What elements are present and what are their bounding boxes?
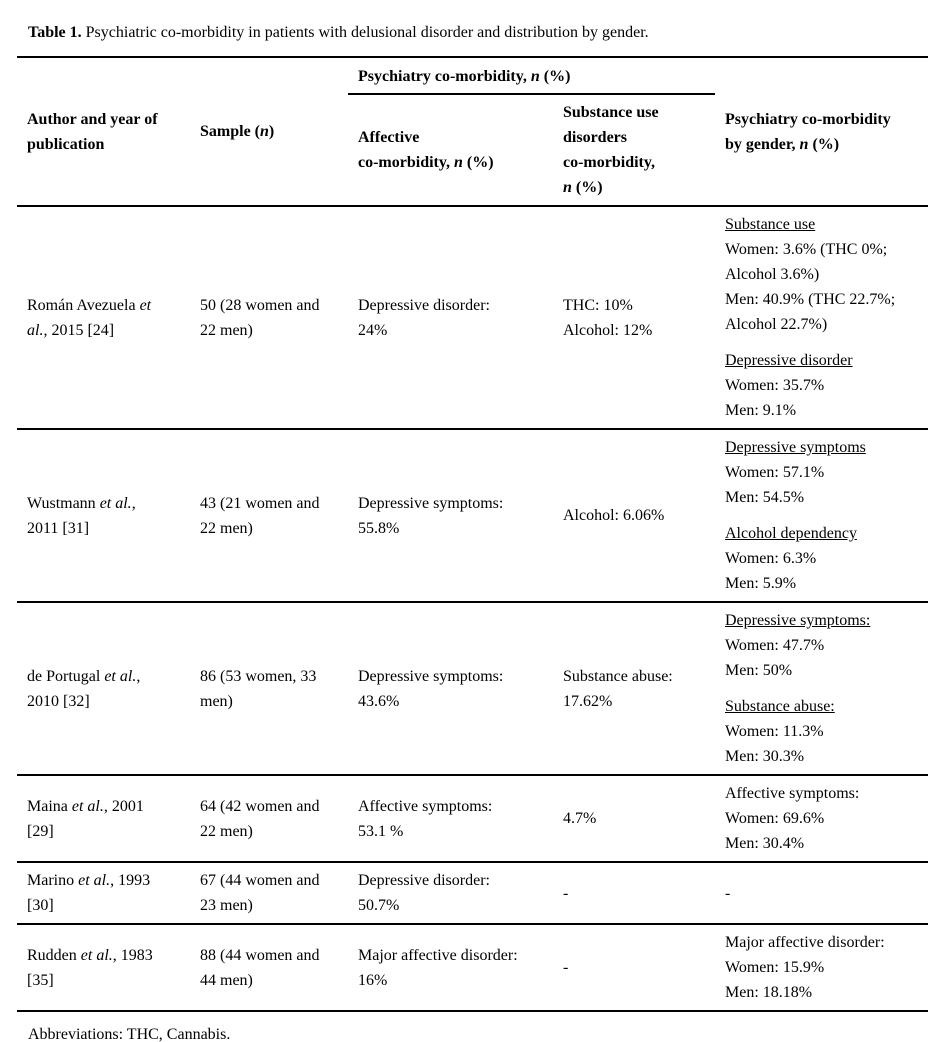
table-body [17,206,928,1011]
cell-substance: THC: 10% Alcohol: 12% [563,296,653,339]
gender-block: Substance abuse: Women: 11.3% Men: 30.3% [725,698,835,765]
table-row [17,206,928,429]
cell-author: Wustmann et al., 2011 [31] [17,429,190,602]
cell-sample: 50 (28 women and 22 men) [200,296,320,339]
cell-gender [715,602,928,775]
cell-substance: 4.7% [553,775,715,862]
cell-substance: - [553,924,715,1011]
col-header-author: Author and year of publication [17,57,190,206]
cell-sample: 86 (53 women, 33 men) [190,602,348,775]
cell-author: Maina et al., 2001 [29] [17,775,190,862]
gender-block: Depressive symptoms: Women: 47.7% Men: 50% [725,612,871,679]
table-header [17,57,928,206]
document-table [17,56,928,1012]
cell-sample: 88 (44 women and 44 men) [190,924,348,1011]
table-row [17,602,928,775]
table-row [17,775,928,862]
table-row [17,429,928,602]
gender-block: Affective symptoms: Women: 69.6% Men: 30.4% [725,785,860,852]
gender-block: - [725,884,731,902]
cell-author: de Portugal et al., 2010 [32] [17,602,190,775]
cell-affective: Affective symptoms: 53.1 % [348,775,553,862]
cell-sample: 43 (21 women and 22 men) [190,429,348,602]
cell-affective: Depressive disorder: 24% [358,296,490,339]
col-header-affective: Affective co-morbidity, n (%) [348,94,553,206]
cell-author: Marino et al., 1993 [30] [17,862,190,924]
cell-gender [715,924,928,1011]
table-caption: Table 1. Psychiatric co-morbidity in patients with delusional disorder and distribution by gender. [28,24,649,41]
cell-substance: Alcohol: 6.06% [553,429,715,602]
abbreviations-footnote: Abbreviations: THC, Cannabis. [28,1026,231,1042]
table-row [17,924,928,1011]
cell-gender [715,862,928,924]
cell-gender [715,429,928,602]
gender-block: Major affective disorder: Women: 15.9% Men: 18.18% [725,934,885,1001]
cell-author: Rudden et al., 1983 [35] [17,924,190,1011]
cell-affective: Depressive symptoms: 55.8% [348,429,553,602]
gender-block: Depressive symptoms Women: 57.1% Men: 54.5% [725,439,866,506]
cell-gender [715,775,928,862]
cell-substance: Substance abuse: 17.62% [553,602,715,775]
gender-block: Substance use Women: 3.6% (THC 0%; Alcohol 3.6%) Men: 40.9% (THC 22.7%; Alcohol 22.7%) [725,216,896,333]
cell-gender [715,206,928,429]
cell-sample: 64 (42 women and 22 men) [190,775,348,862]
gender-block: Depressive disorder Women: 35.7% Men: 9.1% [725,352,853,419]
col-header-substance: Substance use disorders co-morbidity, n (%) [553,94,715,206]
group-header-psychiatry-comorbidity: Psychiatry co-morbidity, n (%) [348,57,715,94]
table-row [17,862,928,924]
cell-sample: 67 (44 women and 23 men) [190,862,348,924]
gender-block: Alcohol dependency Women: 6.3% Men: 5.9% [725,525,857,592]
cell-affective: Major affective disorder: 16% [348,924,553,1011]
cell-affective: Depressive disorder: 50.7% [348,862,553,924]
cell-author: Román Avezuela et al., 2015 [24] [27,296,152,339]
cell-substance: - [553,862,715,924]
cell-affective: Depressive symptoms: 43.6% [348,602,553,775]
col-header-gender: Psychiatry co-morbidity by gender, n (%) [715,57,928,206]
group-header-row [17,57,928,94]
col-header-sample: Sample (n) [190,57,348,206]
